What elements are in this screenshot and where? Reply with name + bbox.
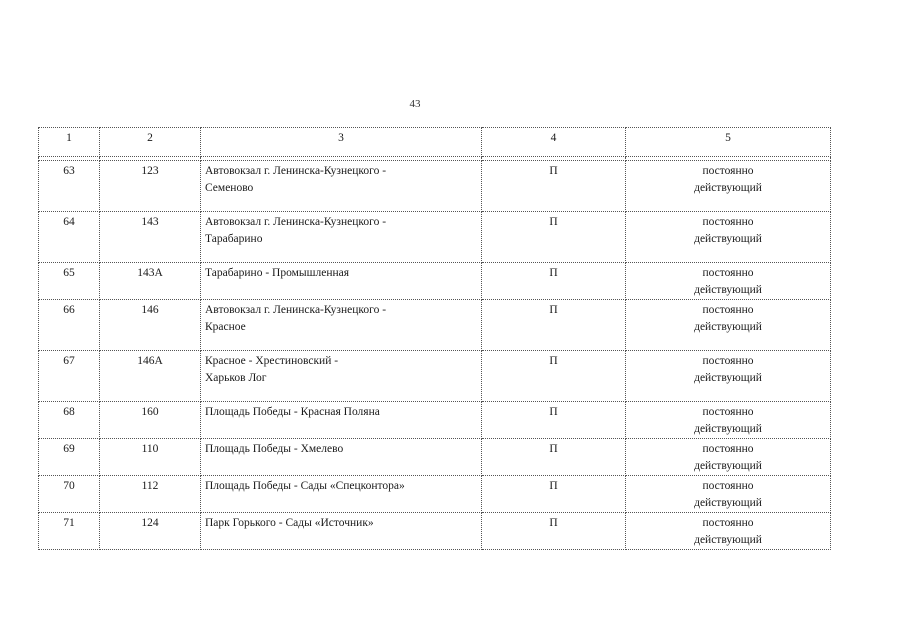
status-line-1: постоянно [702,165,754,177]
route-number-cell: 123 [100,161,201,212]
route-name-cell [201,300,482,351]
route-name-cell [201,476,482,513]
column-header-1: 1 [39,128,100,157]
route-number-cell: 124 [100,513,201,550]
status-line-2: действующий [694,423,762,435]
row-number-cell: 66 [39,300,100,351]
table-row [39,476,831,513]
route-name-line-1: Автовокзал г. Ленинска-Кузнецкого - [205,216,387,228]
column-header-5: 5 [626,128,831,157]
status-line-2: действующий [694,497,762,509]
route-status-cell [626,300,831,351]
route-name-line-1: Площадь Победы - Хмелево [205,443,344,455]
column-header-4: 4 [482,128,626,157]
table-row [39,513,831,550]
route-name-line-1: Красное - Хрестиновский - [205,355,339,367]
route-number-cell: 112 [100,476,201,513]
status-line-2: действующий [694,460,762,472]
table-row [39,351,831,402]
status-line-2: действующий [694,182,762,194]
status-line-1: постоянно [702,216,754,228]
route-status-cell [626,439,831,476]
table-header-row [39,128,831,157]
row-number-cell: 70 [39,476,100,513]
table-row [39,263,831,300]
route-name-cell [201,351,482,402]
status-line-1: постоянно [702,517,754,529]
route-type-cell: П [482,161,626,212]
route-type-cell: П [482,402,626,439]
route-name-line-1: Парк Горького - Сады «Источник» [205,517,374,529]
route-name-cell [201,439,482,476]
route-status-cell [626,402,831,439]
route-name-line-1: Автовокзал г. Ленинска-Кузнецкого - [205,304,387,316]
route-status-cell [626,161,831,212]
route-name-cell [201,263,482,300]
row-number-cell: 64 [39,212,100,263]
status-line-2: действующий [694,233,762,245]
route-name-cell [201,402,482,439]
route-type-cell: П [482,476,626,513]
status-line-2: действующий [694,284,762,296]
status-line-2: действующий [694,534,762,546]
route-type-cell: П [482,351,626,402]
row-number-cell: 69 [39,439,100,476]
route-status-cell [626,476,831,513]
status-line-1: постоянно [702,267,754,279]
status-line-1: постоянно [702,406,754,418]
route-name-line-2: Харьков Лог [205,372,267,384]
route-name-line-2: Семеново [205,182,254,194]
route-status-cell [626,212,831,263]
table-row [39,161,831,212]
route-number-cell: 143А [100,263,201,300]
route-type-cell: П [482,263,626,300]
route-status-cell [626,351,831,402]
status-line-1: постоянно [702,304,754,316]
table-row [39,402,831,439]
route-name-cell [201,513,482,550]
route-type-cell: П [482,513,626,550]
route-name-line-2: Тарабарино [205,233,263,245]
status-line-1: постоянно [702,355,754,367]
route-number-cell: 110 [100,439,201,476]
route-status-cell [626,263,831,300]
route-name-cell [201,212,482,263]
status-line-1: постоянно [702,443,754,455]
row-number-cell: 67 [39,351,100,402]
route-name-line-1: Площадь Победы - Сады «Спецконтора» [205,480,405,492]
route-number-cell: 146 [100,300,201,351]
route-type-cell: П [482,439,626,476]
column-header-3: 3 [201,128,482,157]
routes-table [38,127,831,550]
column-header-2: 2 [100,128,201,157]
row-number-cell: 63 [39,161,100,212]
page-number: 43 [409,98,421,110]
table-row [39,439,831,476]
row-number-cell: 68 [39,402,100,439]
table-row [39,300,831,351]
status-line-2: действующий [694,321,762,333]
route-status-cell [626,513,831,550]
row-number-cell: 65 [39,263,100,300]
route-type-cell: П [482,212,626,263]
route-name-cell [201,161,482,212]
route-number-cell: 143 [100,212,201,263]
status-line-2: действующий [694,372,762,384]
route-number-cell: 160 [100,402,201,439]
row-number-cell: 71 [39,513,100,550]
route-number-cell: 146А [100,351,201,402]
route-name-line-1: Площадь Победы - Красная Поляна [205,406,380,418]
route-name-line-1: Тарабарино - Промышленная [205,267,350,279]
route-name-line-1: Автовокзал г. Ленинска-Кузнецкого - [205,165,387,177]
route-type-cell: П [482,300,626,351]
table-row [39,212,831,263]
route-name-line-2: Красное [205,321,246,333]
status-line-1: постоянно [702,480,754,492]
